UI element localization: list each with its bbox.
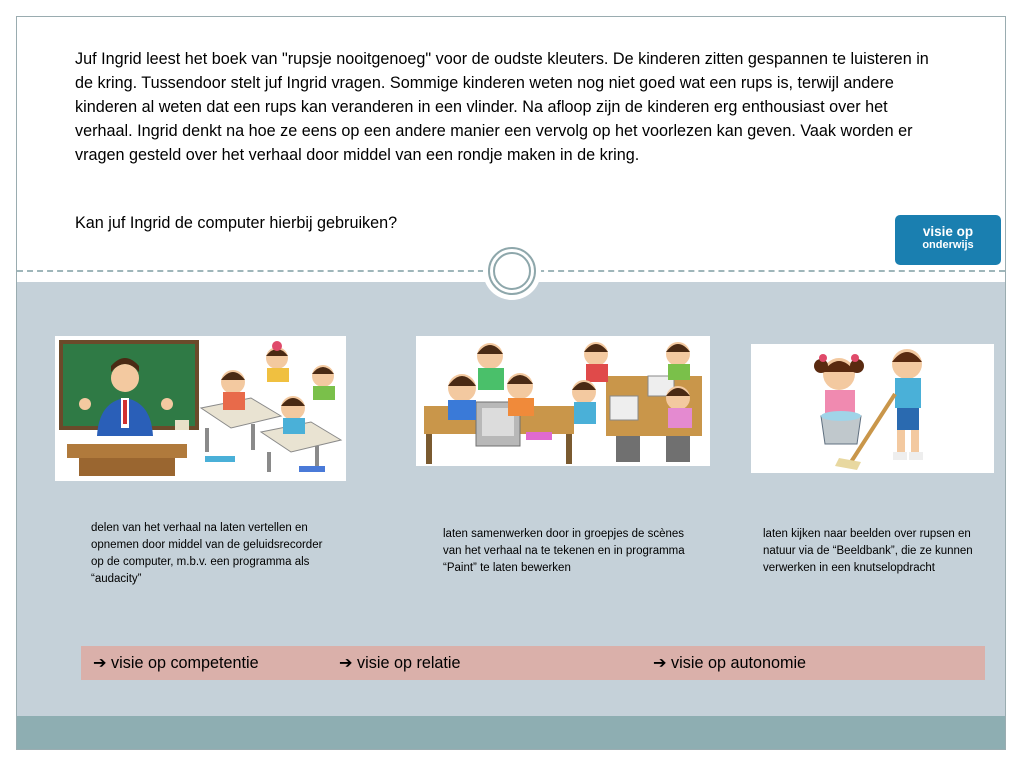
visie-op-onderwijs-button[interactable] (895, 215, 1001, 265)
footer-band (17, 716, 1005, 750)
teacher-classroom-illustration (55, 336, 346, 481)
link-visie-op-autonomie[interactable]: ➔ visie op autonomie (653, 654, 807, 672)
visie-button-line1: visie op (922, 224, 974, 239)
link-visie-op-competentie[interactable]: ➔ visie op competentie (93, 654, 259, 672)
circle-ornament-icon (483, 242, 541, 300)
visie-button-line2: onderwijs (922, 239, 974, 251)
intro-text (75, 47, 935, 167)
intro-paragraph: Juf Ingrid leest het boek van "rupsje nooitgenoeg" voor de oudste kleuters. De kinderen zitten gespannen te luisteren in de kring. Tussendoor stelt juf Ingrid vragen. Sommige kinderen weten nog niet goed wat een rups is, terwijl andere kinderen al weten dat een rups kan veranderen in een vlinder. Na afloop zijn de kinderen erg enthousiast over het verhaal. Ingrid denkt na hoe ze eens op een andere manier een vervolg op het voorlezen kan geven. Vaak worden er vragen gesteld over het verhaal door middel van een rondje maken in de kring. (75, 50, 929, 164)
caption-audacity: delen van het verhaal na laten vertellen en opnemen door middel van de geluidsrecorder op de computer, m.b.v. een programma als “audacity” (91, 522, 323, 585)
question-text: Kan juf Ingrid de computer hierbij gebruiken? (75, 214, 398, 232)
children-cleaning-illustration (751, 344, 994, 473)
visie-links-bar (81, 646, 985, 680)
caption-paint: laten samenwerken door in groepjes de scènes van het verhaal na te tekenen en in programma “Paint” te laten bewerken (443, 528, 685, 574)
slide (16, 16, 1006, 750)
link-visie-op-relatie[interactable]: ➔ visie op relatie (339, 654, 461, 672)
children-computer-illustration (416, 336, 710, 466)
caption-beeldbank: laten kijken naar beelden over rupsen en natuur via de “Beeldbank”, die ze kunnen verwerken in een knutselopdracht (763, 528, 973, 574)
